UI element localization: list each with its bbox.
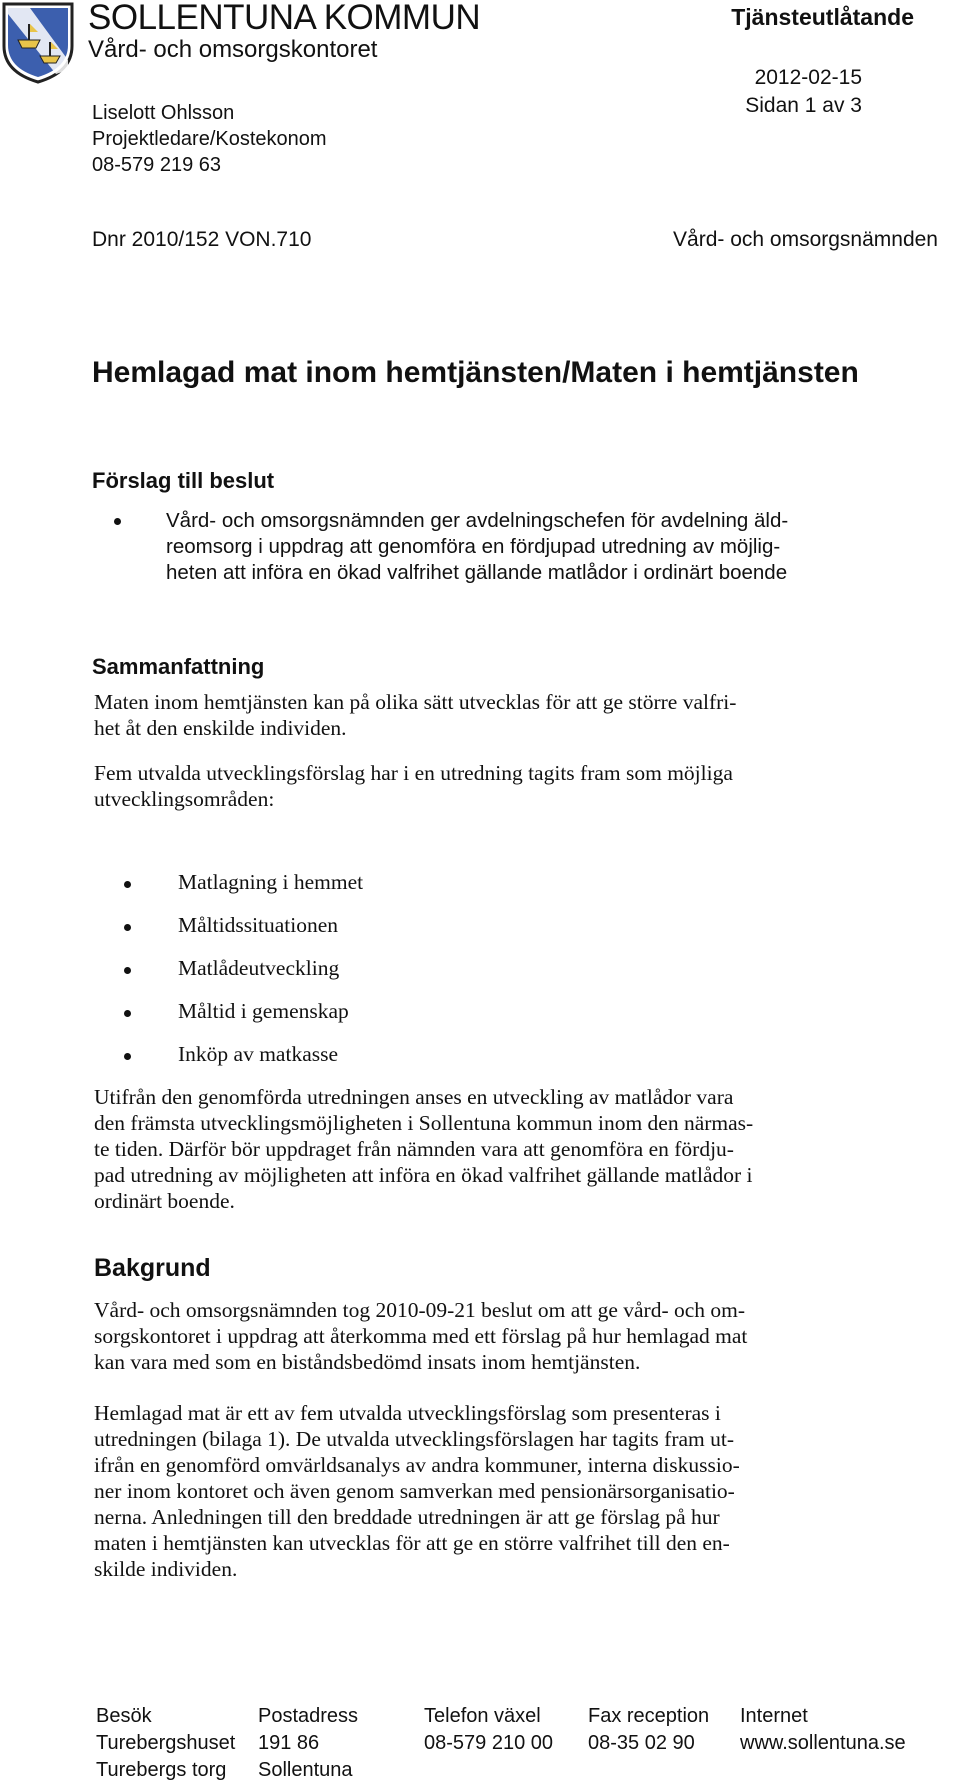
- contact-name: Liselott Ohlsson: [92, 102, 235, 124]
- list-item: Måltid i gemenskap: [108, 999, 363, 1042]
- footer-internet-column: Internet www.sollentuna.se: [740, 1703, 906, 1757]
- list-item: Vård- och omsorgsnämnden ger avdelningschefen för avdelning äld- reomsorg i uppdrag att genomföra en fördjupad utredning av möjlig- heten att införa en ökad valfrihet gällande matlådor i ordinärt boende: [108, 508, 928, 586]
- proposal-heading: Förslag till beslut: [92, 468, 275, 493]
- bullet-icon: [124, 1010, 131, 1017]
- footer-phone-column: Telefon växel 08-579 210 00: [424, 1705, 554, 1754]
- contact-role: Projektledare/Kostekonom: [92, 128, 327, 150]
- footer-fax-column: Fax reception 08-35 02 90: [588, 1705, 710, 1754]
- bullet-icon: [124, 967, 131, 974]
- recipient: Vård- och omsorgsnämnden: [673, 228, 938, 251]
- development-areas-list: [108, 870, 363, 1085]
- document-date: 2012-02-15: [754, 66, 862, 89]
- summary-heading: Sammanfattning: [92, 654, 265, 679]
- summary-paragraph-2: Fem utvalda utvecklingsförslag har i en utredning tagits fram som möjliga utvecklingsområden:: [94, 761, 733, 811]
- page-title: Hemlagad mat inom hemtjänsten/Maten i hemtjänsten: [92, 356, 859, 389]
- bullet-icon: [124, 881, 131, 888]
- list-item: Inköp av matkasse: [108, 1042, 363, 1085]
- bullet-icon: [124, 1053, 131, 1060]
- page-number: Sidan 1 av 3: [745, 94, 862, 117]
- website-link[interactable]: www.sollentuna.se: [740, 1732, 906, 1754]
- summary-paragraph-1: Maten inom hemtjänsten kan på olika sätt utvecklas för att ge större valfri- het åt den enskilde individen.: [94, 690, 737, 740]
- contact-phone: 08-579 219 63: [92, 154, 222, 176]
- list-item: Matlådeutveckling: [108, 956, 363, 999]
- bullet-icon: [124, 924, 131, 931]
- footer-postal-column: Postadress 191 86 Sollentuna: [258, 1705, 359, 1781]
- background-paragraph-2: Hemlagad mat är ett av fem utvalda utvecklingsförslag som presenteras i utredningen (bilaga 1). De utvalda utvecklingsförslagen har tagits fram ut- ifrån en genomförd omvärldsanalys av andra kommuner, interna diskussio- ner inom kontoret och även genom samverkan med pensionärsorganisatio- nerna. Anledningen till den breddade utredningen är att ge förslag på hur maten i hemtjänsten kan utvecklas för att ge en större valfrihet till den en- skilde individen.: [94, 1401, 740, 1581]
- sollentuna-coat-of-arms-logo: [0, 0, 76, 84]
- background-heading: Bakgrund: [94, 1254, 211, 1282]
- proposal-list: [108, 508, 928, 586]
- list-item: Måltidssituationen: [108, 913, 363, 956]
- list-item: Matlagning i hemmet: [108, 870, 363, 913]
- document-type: Tjänsteutlåtande: [731, 4, 914, 30]
- organization-name: SOLLENTUNA KOMMUN: [88, 0, 481, 37]
- summary-paragraph-3: Utifrån den genomförda utredningen anses en utveckling av matlådor vara den främsta utvecklingsmöjligheten i Sollentuna kommun inom den närmas- te tiden. Därför bör uppdraget från nämnden vara att genomföra en fördju- pad utredning av möjligheten att införa en ökad valfrihet gällande matlådor i ordinärt boende.: [94, 1085, 754, 1213]
- diary-number: Dnr 2010/152 VON.710: [92, 228, 312, 251]
- bullet-icon: [114, 518, 121, 525]
- footer-visit-column: Besök Turebergshuset Turebergs torg: [96, 1705, 236, 1781]
- background-paragraph-1: Vård- och omsorgsnämnden tog 2010-09-21 beslut om att ge vård- och om- sorgskontoret i uppdrag att återkomma med ett förslag på hur hemlagad mat kan vara med som en biståndsbedömd insats inom hemtjänsten.: [94, 1298, 748, 1374]
- organization-unit: Vård- och omsorgskontoret: [88, 36, 378, 63]
